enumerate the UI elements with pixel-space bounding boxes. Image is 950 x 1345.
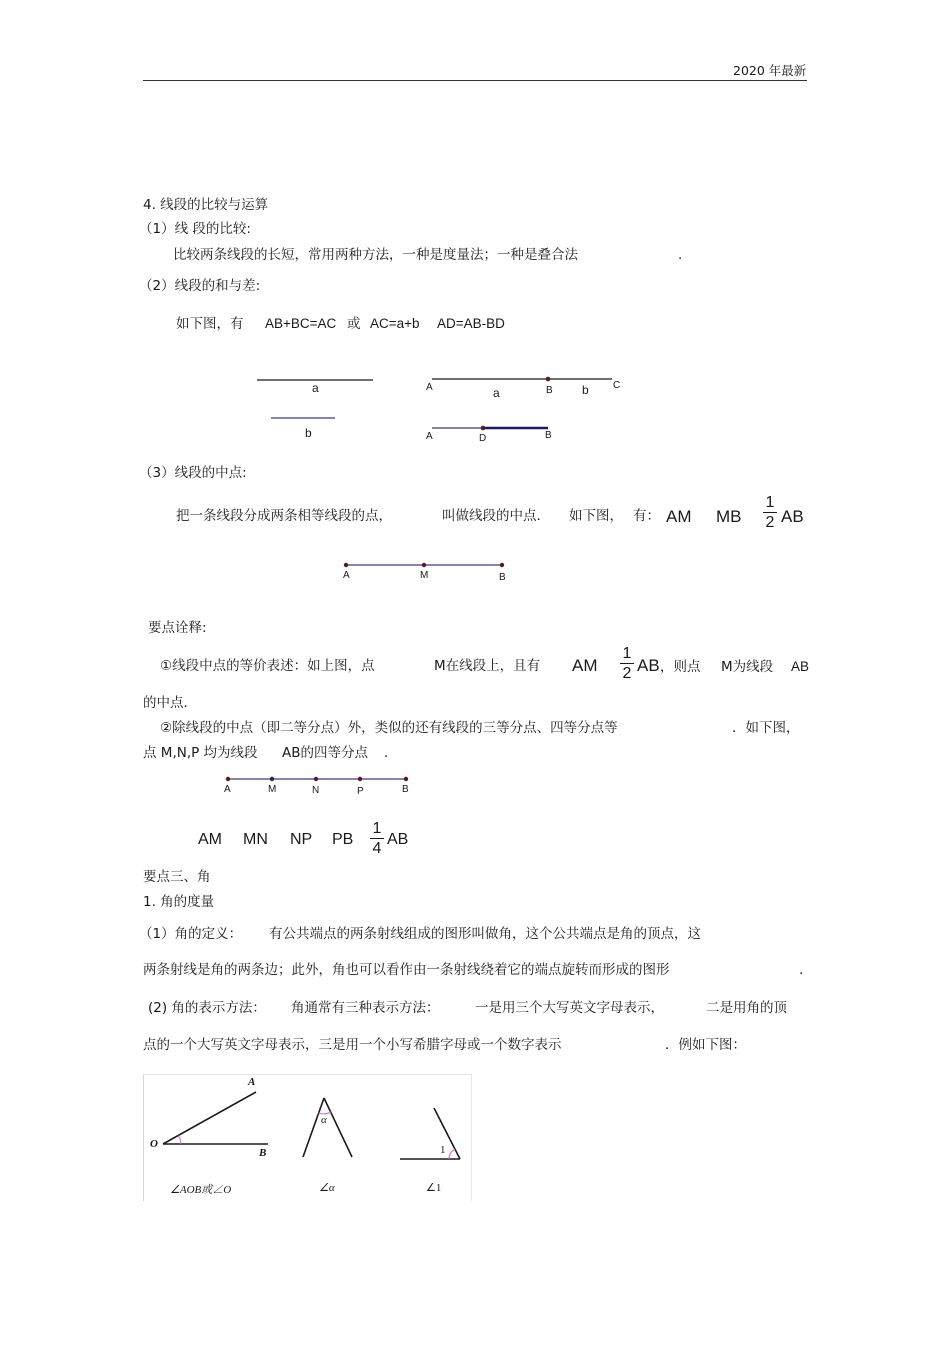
note1-ab: AB — [637, 656, 660, 675]
angle-rep-body-3: 二是用角的顶 — [706, 1000, 787, 1016]
fig1-label-B1: B — [546, 385, 553, 396]
angle-caption-2: ∠α — [319, 1182, 335, 1194]
angle-label-B: B — [259, 1147, 267, 1159]
note1-a: ①线段中点的等价表述：如上图，点 — [160, 658, 375, 674]
angle-def-body-end: . — [799, 962, 804, 978]
sub2-formula-2: AC=a+b — [370, 316, 420, 331]
mid-fraction-numerator: 1 — [765, 494, 775, 511]
sub3-title: （3）线段的中点: — [139, 465, 247, 481]
sub3-body-d: 有： — [633, 508, 660, 524]
note1-fraction-numerator: 1 — [622, 645, 632, 662]
mid-formula-am: AM — [666, 507, 692, 526]
fig1-label-D: D — [479, 433, 487, 444]
fig3-label-B: B — [402, 784, 409, 795]
fig3-label-M: M — [268, 784, 277, 795]
sub2-or: 或 — [347, 316, 361, 332]
angle-caption-1: ∠AOB或∠O — [170, 1184, 232, 1196]
quarter-fraction-denominator: 4 — [372, 840, 382, 857]
angle-def-body-1: 有公共端点的两条射线组成的图形叫做角，这个公共端点是角的顶点，这 — [269, 926, 701, 942]
mid-formula-ab: AB — [781, 507, 804, 526]
sub3-body-b: 叫做线段的中点． — [442, 508, 550, 524]
quarter-ab: AB — [387, 831, 409, 848]
fig3-label-P: P — [357, 786, 364, 797]
fig1-label-b2: b — [582, 383, 589, 397]
note1-d: M为线段 — [721, 659, 774, 675]
quarter-am: AM — [198, 831, 222, 848]
note1-e: AB — [791, 659, 810, 674]
note2-d: AB的四等分点 — [282, 745, 368, 761]
sub3-body-a: 把一条线段分成两条相等线段的点， — [176, 508, 392, 524]
angle-label-A: A — [248, 1076, 256, 1088]
note1-b: M在线段上，且有 — [434, 658, 541, 674]
sub2-formula-1: AB+BC=AC — [265, 316, 337, 331]
quarter-np: NP — [290, 831, 313, 848]
angle-section-title: 要点三、角 — [143, 869, 211, 885]
note2-c: 点 M,N,P 均为线段 — [143, 745, 258, 761]
mid-fraction-denominator: 2 — [765, 514, 775, 531]
quarter-mn: MN — [243, 831, 268, 848]
note2-a: ②除线段的中点（即二等分点）外，类似的还有线段的三等分点、四等分点等 — [160, 720, 618, 736]
sub3-body-c: 如下图， — [569, 508, 623, 524]
fig1-label-A2: A — [426, 431, 433, 442]
angle-rep-body-2: 一是用三个大写英文字母表示， — [475, 1000, 664, 1016]
mid-formula-mb: MB — [716, 507, 742, 526]
angle-caption-3: ∠1 — [426, 1182, 442, 1194]
note2-e: ． — [384, 745, 398, 761]
note1-f: 的中点． — [143, 695, 197, 711]
sub2-title: （2）线段的和与差: — [139, 278, 261, 294]
fig2-label-M: M — [420, 570, 429, 581]
fig3-label-A: A — [224, 784, 231, 795]
angle-rep-body-4: 点的一个大写英文字母表示，三是用一个小写希腊字母或一个数字表示 — [143, 1037, 562, 1053]
fig1-label-a2: a — [493, 386, 500, 400]
quarter-fraction-numerator: 1 — [372, 820, 382, 837]
sub2-body-lead: 如下图，有 — [176, 316, 244, 332]
note1-c: ，则点 — [660, 659, 701, 675]
sub1-body-end: . — [678, 247, 683, 263]
fig1-label-A1: A — [426, 382, 433, 393]
sub1-title: （1）线 段的比较: — [139, 221, 251, 237]
notes-title: 要点诠释: — [148, 620, 207, 636]
angle-label-1: 1 — [440, 1144, 446, 1156]
angle-label-alpha: α — [321, 1114, 327, 1126]
fig2-label-A: A — [343, 570, 350, 581]
sub2-formula-3: AD=AB-BD — [437, 316, 505, 331]
angle-def-body-2: 两条射线是角的两条边；此外，角也可以看作由一条射线绕着它的端点旋转而形成的图形 — [143, 962, 670, 978]
sub1-body: 比较两条线段的长短，常用两种方法，一种是度量法；一种是叠合法 — [173, 247, 578, 263]
section-4-title: 4. 线段的比较与运算 — [143, 197, 269, 213]
note2-b: ．如下图， — [732, 720, 800, 736]
angle-measure-title: 1. 角的度量 — [143, 894, 215, 910]
angle-rep-label: (2) 角的表示方法： — [148, 1000, 266, 1016]
note1-am: AM — [572, 656, 598, 675]
header-text: 2020 年最新 — [733, 63, 807, 78]
fig3-label-N: N — [312, 785, 320, 796]
fig1-label-C: C — [613, 380, 621, 391]
fig1-label-a: a — [312, 381, 319, 395]
note1-fraction-denominator: 2 — [622, 665, 632, 682]
fig1-label-B2: B — [545, 430, 552, 441]
fig1-label-b: b — [305, 426, 312, 440]
angle-label-O: O — [150, 1138, 158, 1150]
fig2-label-B: B — [499, 572, 506, 583]
angle-rep-body-1: 角通常有三种表示方法： — [291, 1000, 440, 1016]
quarter-pb: PB — [332, 831, 354, 848]
angle-rep-body-5: ．例如下图： — [665, 1037, 746, 1053]
angle-def-label: （1）角的定义： — [139, 926, 243, 942]
